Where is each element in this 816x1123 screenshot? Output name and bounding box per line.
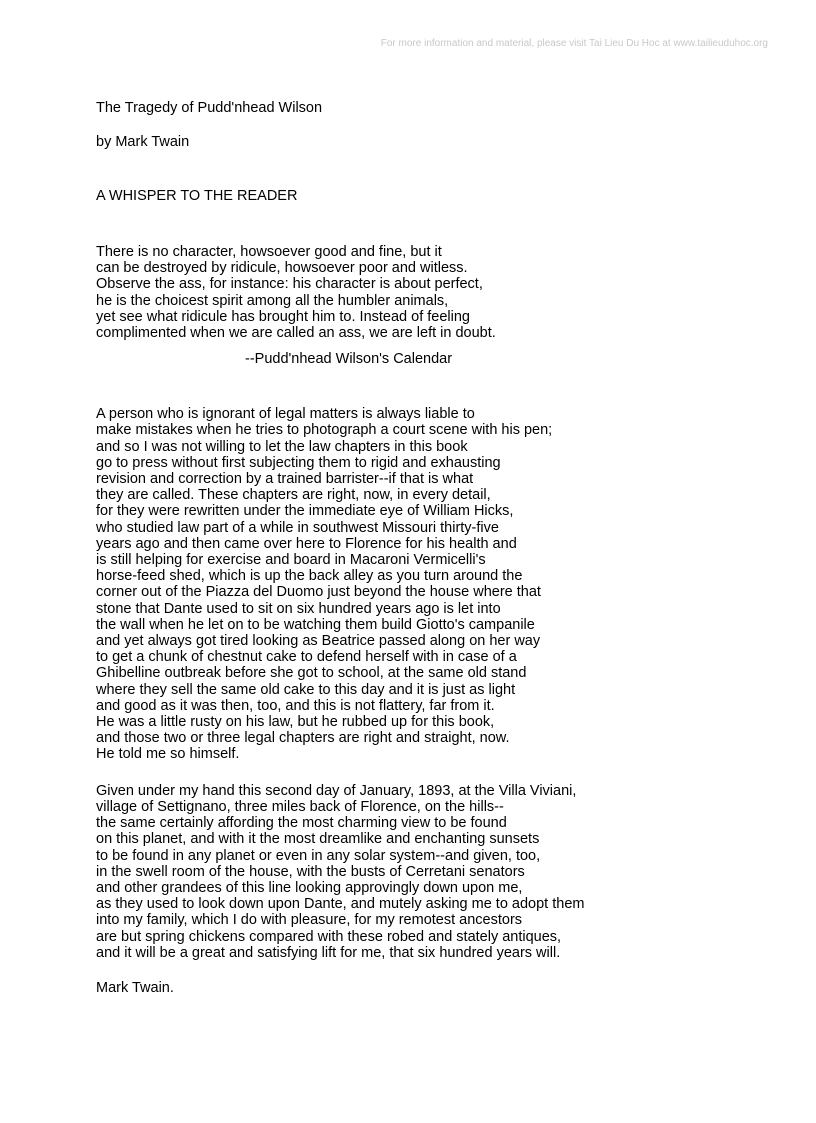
preface-line: A person who is ignorant of legal matters is always liable to [96,406,475,423]
dedication-line: on this planet, and with it the most dreamlike and enchanting sunsets [96,831,540,848]
preface-paragraph [96,406,776,762]
section-heading: A WHISPER TO THE READER [96,188,298,204]
author-line: by Mark Twain [96,134,190,150]
preface-line: go to press without first subjecting them to rigid and exhausting [96,454,501,471]
preface-line: stone that Dante used to sit on six hundred years ago is let into [96,600,501,617]
preface-line: they are called. These chapters are right, now, in every detail, [96,487,491,504]
dedication-line: and it will be a great and satisfying lift for me, that six hundred years will. [96,944,561,961]
preface-line: revision and correction by a trained barrister--if that is what [96,471,474,488]
dedication-paragraph [96,783,776,961]
preface-line: make mistakes when he tries to photograph a court scene with his pen; [96,422,553,439]
preface-line: and yet always got tired looking as Beatrice passed along on her way [96,633,541,650]
dedication-line: to be found in any planet or even in any solar system--and given, too, [96,847,541,864]
epigraph-line: complimented when we are called an ass, we are left in doubt. [96,325,496,342]
dedication-line: in the swell room of the house, with the busts of Cerretani senators [96,863,525,880]
preface-line: for they were rewritten under the immediate eye of William Hicks, [96,503,514,520]
book-title: The Tragedy of Pudd'nhead Wilson [96,100,323,116]
preface-line: years ago and then came over here to Florence for his health and [96,535,517,552]
dedication-line: Given under my hand this second day of January, 1893, at the Villa Viviani, [96,782,577,799]
preface-line: Ghibelline outbreak before she got to school, at the same old stand [96,665,527,682]
header-note: For more information and material, please visit Tai Lieu Du Hoc at www.tailieuduhoc.org [380,38,768,49]
preface-line: where they sell the same old cake to this day and it is just as light [96,681,516,698]
preface-line: corner out of the Piazza del Duomo just beyond the house where that [96,584,541,601]
dedication-line: the same certainly affording the most charming view to be found [96,815,507,832]
epigraph-line: can be destroyed by ridicule, howsoever poor and witless. [96,260,468,277]
epigraph-line: he is the choicest spirit among all the humbler animals, [96,292,449,309]
preface-line: and so I was not willing to let the law chapters in this book [96,438,468,455]
preface-line: and those two or three legal chapters are right and straight, now. [96,730,510,747]
preface-line: the wall when he let on to be watching them build Giotto's campanile [96,616,535,633]
signature: Mark Twain. [96,979,174,996]
dedication-line: village of Settignano, three miles back of Florence, on the hills-- [96,798,504,815]
epigraph [96,244,776,341]
dedication-line: into my family, which I do with pleasure, for my remotest ancestors [96,912,523,929]
dedication-line: as they used to look down upon Dante, and mutely asking me to adopt them [96,896,585,913]
preface-line: horse-feed shed, which is up the back alley as you turn around the [96,568,523,585]
dedication-line: and other grandees of this line looking approvingly down upon me, [96,879,523,896]
preface-line: He was a little rusty on his law, but he rubbed up for this book, [96,714,495,731]
preface-line: He told me so himself. [96,746,240,763]
dedication-line: are but spring chickens compared with these robed and stately antiques, [96,928,562,945]
preface-line: is still helping for exercise and board in Macaroni Vermicelli's [96,552,486,569]
preface-line: to get a chunk of chestnut cake to defend herself with in case of a [96,649,517,666]
preface-line: who studied law part of a while in southwest Missouri thirty-five [96,519,499,536]
preface-line: and good as it was then, too, and this is not flattery, far from it. [96,697,495,714]
epigraph-attribution: --Pudd'nhead Wilson's Calendar [245,351,453,368]
epigraph-line: yet see what ridicule has brought him to. Instead of feeling [96,308,470,325]
document-body [96,100,776,1011]
epigraph-line: There is no character, howsoever good and fine, but it [96,244,442,260]
epigraph-line: Observe the ass, for instance: his character is about perfect, [96,276,483,293]
